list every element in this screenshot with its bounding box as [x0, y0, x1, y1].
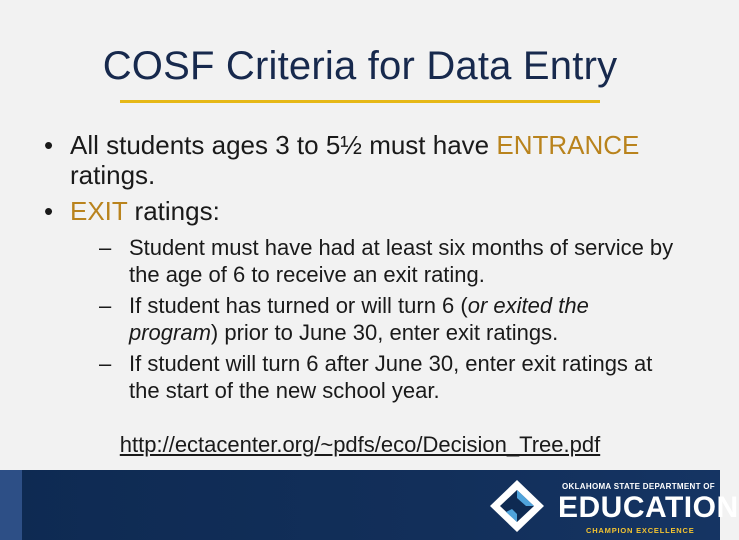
footer-dept: OKLAHOMA STATE DEPARTMENT OF [562, 482, 715, 491]
sub-bullet-text: Student must have had at least six months of service by the age of 6 to receive an exit rating. [129, 235, 674, 287]
sub-bullet-after-june [99, 350, 684, 404]
bullet-marker: • [44, 196, 54, 226]
bullet-marker: • [44, 130, 54, 160]
slide-title: COSF Criteria for Data Entry [102, 44, 618, 88]
bullet-entrance-text: All students ages 3 to 5½ must have [70, 130, 497, 160]
bullet-exit-text: ratings: [127, 196, 220, 226]
dash-marker: – [99, 293, 112, 318]
dash-marker: – [99, 235, 112, 260]
bullet-list [44, 130, 684, 410]
entrance-highlight: ENTRANCE [496, 130, 640, 160]
bullet-entrance [44, 130, 684, 190]
osde-logo-icon [486, 478, 548, 534]
footer-name: EDUCATION [558, 491, 739, 524]
sub-bullet-italic: or exited the program [129, 293, 589, 345]
dash-marker: – [99, 351, 112, 376]
footer-tagline: CHAMPION EXCELLENCE [586, 526, 695, 535]
sub-bullet-six-months [99, 234, 684, 288]
exit-highlight: EXIT [70, 196, 128, 226]
footer-accent-strip [0, 470, 22, 540]
sub-bullet-turned-six [99, 292, 684, 346]
sub-bullet-text: If student will turn 6 after June 30, enter exit ratings at the start of the new school year. [129, 351, 653, 403]
sub-bullet-list [99, 234, 684, 404]
bullet-entrance-text-end: ratings. [70, 160, 156, 190]
decision-tree-link[interactable]: http://ectacenter.org/~pdfs/eco/Decision_Tree.pdf [119, 432, 601, 457]
bullet-exit [44, 196, 684, 404]
sub-bullet-text: If student has turned or will turn 6 ( [129, 293, 468, 318]
sub-bullet-text-end: ) prior to June 30, enter exit ratings. [210, 320, 559, 345]
footer-bar [0, 470, 739, 540]
title-underline [120, 100, 600, 103]
